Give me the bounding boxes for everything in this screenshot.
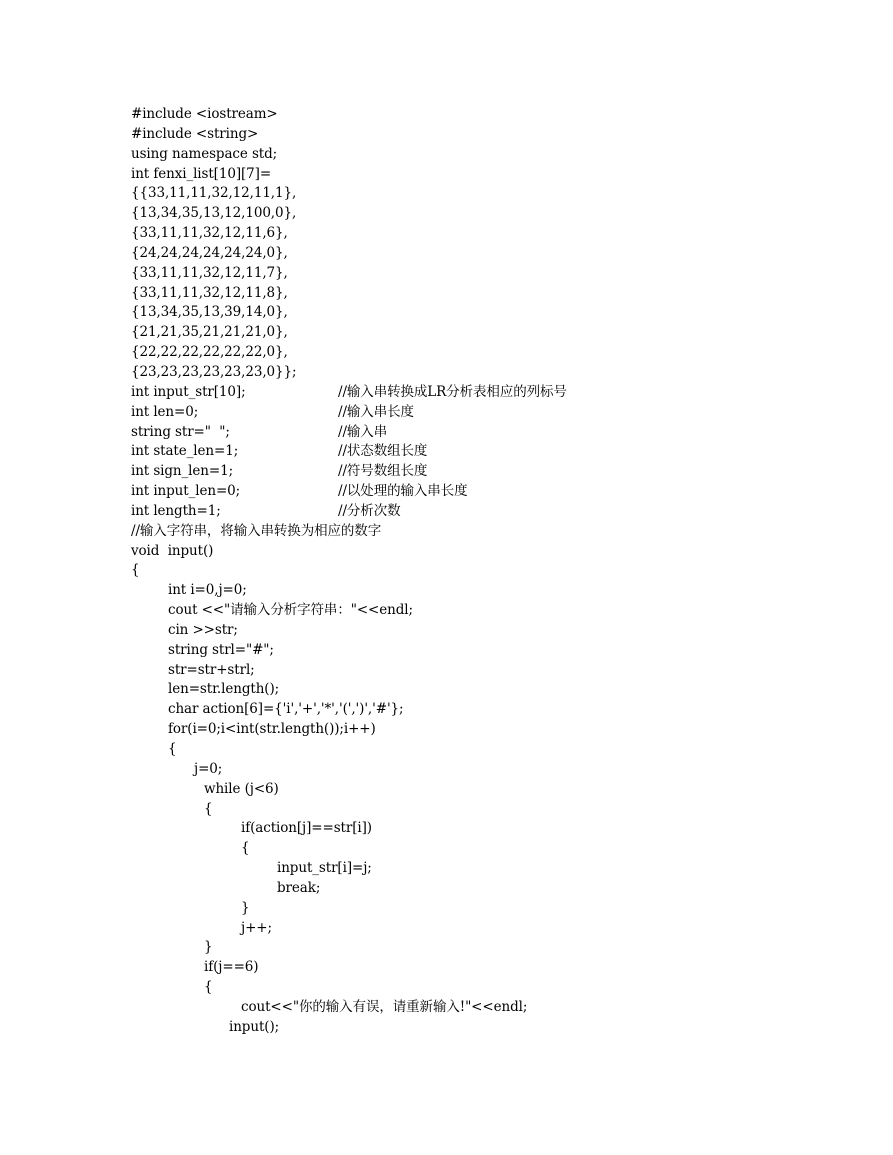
code-text: int sign_len=1;: [131, 463, 234, 480]
code-text: int input_len=0;: [131, 483, 241, 500]
code-line: [0, 919, 893, 939]
code-text: char action[6]={'i','+','*','(',')','#'};: [168, 701, 404, 718]
code-comment: //输入串转换成LR分析表相应的列标号: [338, 383, 567, 400]
code-line: [0, 403, 893, 423]
code-text: input();: [229, 1018, 280, 1035]
code-line: [0, 661, 893, 681]
code-text: {22,22,22,22,22,22,0},: [131, 344, 288, 361]
code-line: [0, 978, 893, 998]
code-text: //输入字符串，将输入串转换为相应的数字: [131, 522, 382, 539]
code-text: {23,23,23,23,23,23,0}};: [131, 363, 297, 380]
code-line: [0, 204, 893, 224]
code-line: [0, 621, 893, 641]
code-text: cout<<"你的输入有误，请重新输入!"<<endl;: [241, 998, 528, 1015]
code-text: {13,34,35,13,12,100,0},: [131, 205, 297, 222]
code-text: if(j==6): [204, 959, 259, 976]
code-line: [0, 601, 893, 621]
code-line: [0, 125, 893, 145]
code-line: [0, 839, 893, 859]
code-text: void input(): [131, 542, 214, 559]
code-line: [0, 680, 893, 700]
code-line: [0, 958, 893, 978]
code-text: {{33,11,11,32,12,11,1},: [131, 185, 297, 202]
code-text: using namespace std;: [131, 145, 278, 162]
code-comment: //状态数组长度: [338, 443, 428, 460]
code-comment: //分析次数: [338, 502, 401, 519]
code-text: {33,11,11,32,12,11,6},: [131, 225, 288, 242]
code-line: [0, 363, 893, 383]
code-listing: [0, 105, 893, 1038]
code-text: for(i=0;i<int(str.length());i++): [168, 721, 376, 738]
code-text: int len=0;: [131, 403, 199, 420]
code-text: str=str+strl;: [168, 661, 255, 678]
code-text: cout <<"请输入分析字符串："<<endl;: [168, 602, 413, 619]
code-text: j++;: [241, 919, 272, 936]
code-line: [0, 442, 893, 462]
code-text: int state_len=1;: [131, 443, 239, 460]
code-line: [0, 700, 893, 720]
code-text: int input_str[10];: [131, 383, 246, 400]
code-line: [0, 145, 893, 165]
code-line: [0, 264, 893, 284]
code-line: [0, 383, 893, 403]
code-comment: //输入串: [338, 423, 388, 440]
code-text: {: [131, 562, 140, 579]
code-text: {21,21,35,21,21,21,0},: [131, 324, 288, 341]
code-comment: //符号数组长度: [338, 463, 428, 480]
code-line: [0, 343, 893, 363]
code-text: }: [204, 939, 213, 956]
code-line: [0, 165, 893, 185]
code-line: [0, 105, 893, 125]
code-line: [0, 581, 893, 601]
code-comment: //输入串长度: [338, 403, 414, 420]
code-text: while (j<6): [204, 780, 279, 797]
code-line: [0, 502, 893, 522]
code-line: [0, 998, 893, 1018]
code-text: {: [204, 979, 213, 996]
code-line: [0, 740, 893, 760]
code-line: [0, 879, 893, 899]
code-comment: //以处理的输入串长度: [338, 483, 468, 500]
code-text: #include <iostream>: [131, 106, 278, 122]
code-text: int i=0,j=0;: [168, 582, 247, 599]
code-text: string str=" ";: [131, 423, 230, 440]
code-line: [0, 423, 893, 443]
code-line: [0, 899, 893, 919]
code-text: {13,34,35,13,39,14,0},: [131, 304, 288, 321]
code-line: [0, 1018, 893, 1038]
code-text: {33,11,11,32,12,11,7},: [131, 264, 288, 281]
code-text: {33,11,11,32,12,11,8},: [131, 284, 288, 301]
code-line: [0, 938, 893, 958]
code-text: {: [241, 840, 250, 857]
code-text: input_str[i]=j;: [277, 860, 372, 877]
code-line: [0, 819, 893, 839]
code-text: break;: [277, 879, 321, 896]
code-line: [0, 780, 893, 800]
code-line: [0, 800, 893, 820]
code-line: [0, 720, 893, 740]
code-line: [0, 542, 893, 562]
code-text: {: [168, 741, 177, 757]
code-text: int length=1;: [131, 502, 221, 519]
code-line: [0, 482, 893, 502]
code-line: [0, 462, 893, 482]
code-text: cin >>str;: [168, 621, 238, 638]
code-line: [0, 561, 893, 581]
code-line: [0, 859, 893, 879]
code-line: [0, 522, 893, 542]
code-text: {24,24,24,24,24,24,0},: [131, 244, 288, 261]
code-text: {: [204, 800, 213, 817]
code-text: int fenxi_list[10][7]=: [131, 165, 272, 182]
code-line: [0, 184, 893, 204]
code-line: [0, 303, 893, 323]
code-line: [0, 284, 893, 304]
code-text: #include <string>: [131, 125, 259, 142]
code-line: [0, 224, 893, 244]
code-text: if(action[j]==str[i]): [241, 820, 372, 837]
code-line: [0, 760, 893, 780]
code-line: [0, 641, 893, 661]
code-line: [0, 323, 893, 343]
code-line: [0, 244, 893, 264]
code-text: string strl="#";: [168, 641, 274, 658]
code-text: j=0;: [194, 760, 223, 777]
code-text: len=str.length();: [168, 681, 280, 698]
code-text: }: [241, 899, 250, 916]
